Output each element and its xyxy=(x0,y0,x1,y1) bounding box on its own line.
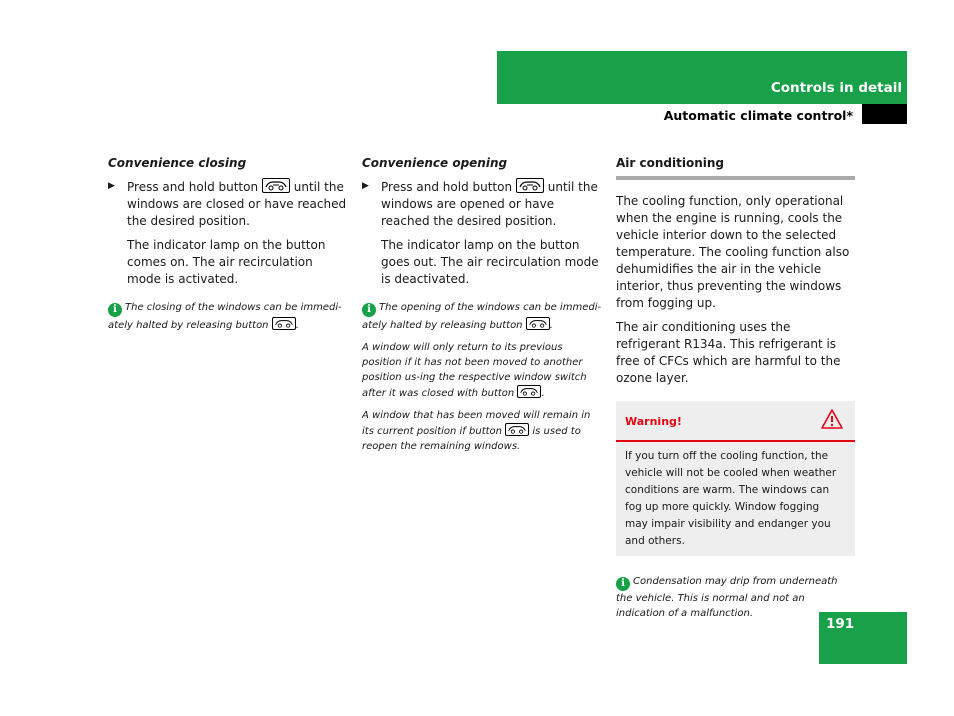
result-text: The indicator lamp on the button goes out. The air recirculation mode is deactivated. xyxy=(381,238,599,286)
body-paragraph: The cooling function, only operational when the engine is running, cools the vehicle interior down to the selected temperature. The cooling function also dehumidifies the air in the vehicle interior, thus preventing the windows from fogging up. xyxy=(616,194,850,310)
triangle-bullet-icon: ▶ xyxy=(108,181,115,191)
section-tab-marker xyxy=(862,104,907,124)
info-note: i The opening of the windows can be immedi-ately halted by releasing button . xyxy=(362,302,602,331)
page-number: 191 xyxy=(826,616,855,632)
warning-header xyxy=(616,401,855,442)
column-convenience-closing xyxy=(108,155,348,333)
info-icon: i xyxy=(362,303,376,317)
air-recirculation-button-icon xyxy=(262,178,290,193)
instruction-step: ▶ Press and hold button until the windows are closed or have reached the desired position. xyxy=(108,180,347,228)
triangle-bullet-icon: ▶ xyxy=(362,181,369,191)
heading-air-conditioning: Air conditioning xyxy=(616,155,855,180)
air-recirculation-button-icon xyxy=(517,385,541,398)
warning-text: If you turn off the cooling function, the vehicle will not be cooled when weather conditions are warm. The windows can fog up more quickly. Window fogging may impair visibility and endanger you and others. xyxy=(625,450,837,547)
info-icon: i xyxy=(108,303,122,317)
heading-convenience-opening: Convenience opening xyxy=(362,156,508,170)
header-band xyxy=(497,51,907,104)
info-note-continued: A window that has been moved will remain in its current position if button is used to reopen the remaining windows. xyxy=(362,410,591,452)
air-recirculation-button-icon xyxy=(505,423,529,436)
air-recirculation-button-icon xyxy=(516,178,544,193)
info-note: i Condensation may drip from underneath the vehicle. This is normal and not an indication of a malfunction. xyxy=(616,576,838,619)
section-subtitle: Automatic climate control* xyxy=(663,108,853,123)
heading-convenience-closing: Convenience closing xyxy=(108,156,247,170)
air-recirculation-button-icon xyxy=(272,317,296,330)
warning-box xyxy=(616,401,855,556)
air-recirculation-button-icon xyxy=(526,317,550,330)
column-air-conditioning xyxy=(616,155,855,621)
result-text: The indicator lamp on the button comes on. The air recirculation mode is activated. xyxy=(127,238,326,286)
body-paragraph: The air conditioning uses the refrigerant R134a. This refrigerant is free of CFCs which are harmful to the ozone layer. xyxy=(616,320,841,385)
instruction-step: ▶ Press and hold button until the windows are opened or have reached the desired position. xyxy=(362,180,598,228)
warning-triangle-icon xyxy=(821,409,843,434)
info-icon: i xyxy=(616,577,630,591)
info-note: i The closing of the windows can be immedi-ately halted by releasing button . xyxy=(108,302,342,331)
warning-label: Warning! xyxy=(625,415,682,428)
column-convenience-opening xyxy=(362,155,602,454)
section-title: Controls in detail xyxy=(770,80,902,96)
info-note-continued: A window will only return to its previous position if it has not been moved to another position us-ing the respective window switch after it was closed with button . xyxy=(362,342,587,399)
